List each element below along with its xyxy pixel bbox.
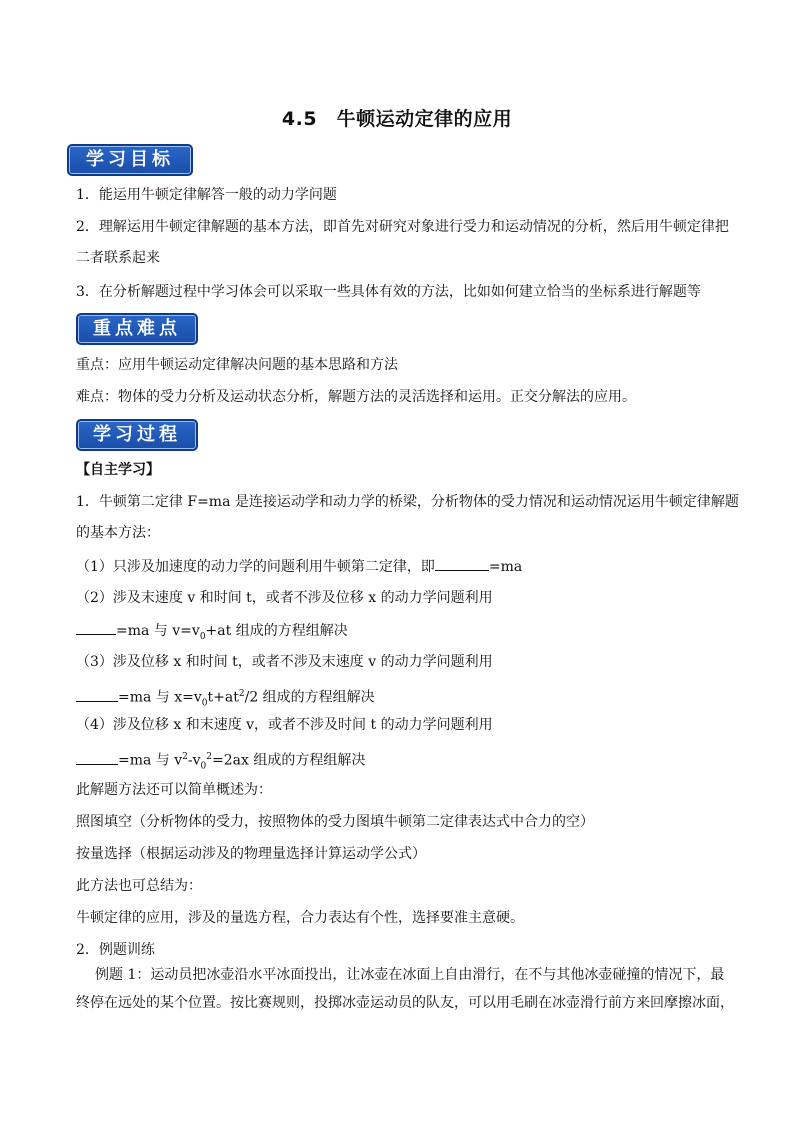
sub-item-1-tail: =ma <box>488 559 523 575</box>
sub-item-2-equation <box>76 621 724 646</box>
summary-4: 此方法也可总结为： <box>76 878 202 894</box>
summary-1: 此解题方法还可以简单概述为： <box>76 782 272 798</box>
sub-item-2: （2）涉及末速度 v 和时间 t，或者不涉及位移 x 的动力学问题利用 <box>76 590 493 606</box>
equation-text: -v <box>187 752 201 769</box>
item-1-line-1: 1．牛顿第二定律 F=ma 是连接运动学和动力学的桥梁，分析物体的受力情况和运动情况运用牛顿定律解题 <box>76 494 739 510</box>
summary-5: 牛顿定律的应用，涉及的量选方程，合力表达有个性，选择要准主意硬。 <box>76 910 524 926</box>
section-badge-key-points: 重点难点 <box>76 313 198 345</box>
equation-text: +at 组成的方程组解决 <box>205 623 348 639</box>
subscript: 0 <box>201 698 208 709</box>
summary-2: 照图填空（分析物体的受力，按照物体的受力图填牛顿第二定律表达式中合力的空） <box>76 814 594 830</box>
sub-item-3-equation <box>76 685 724 712</box>
equation-text: t+at <box>207 689 239 706</box>
sub-item-4: （4）涉及位移 x 和末速度 v，或者不涉及时间 t 的动力学问题利用 <box>76 717 493 733</box>
equation-text: =ma 与 v <box>118 752 183 769</box>
example-1-line-2: 终停在远处的某个位置。按比赛规则，投掷冰壶运动员的队友，可以用毛刷在冰壶滑行前方来回摩擦冰面， <box>76 995 734 1011</box>
sub-item-3: （3）涉及位移 x 和时间 t，或者不涉及末速度 v 的动力学问题利用 <box>76 654 493 670</box>
example-1-line-1: 例题 1：运动员把冰壶沿水平冰面投出，让冰壶在冰面上自由滑行，在不与其他冰壶碰撞的情况下，最 <box>95 967 725 983</box>
equation-text: =ma 与 x=v <box>118 689 202 706</box>
sub-item-1-text: （1）只涉及加速度的动力学的问题利用牛顿第二定律，即 <box>76 559 435 575</box>
key-point-difficulty: 难点：物体的受力分析及运动状态分析，解题方法的灵活选择和运用。正交分解法的应用。 <box>76 389 636 405</box>
sub-item-1 <box>76 557 724 576</box>
objective-1: 1．能运用牛顿定律解答一般的动力学问题 <box>76 187 337 203</box>
section-badge-process: 学习过程 <box>76 419 198 451</box>
page-title: 4.5 牛顿运动定律的应用 <box>281 108 513 130</box>
subscript: 0 <box>199 631 206 642</box>
equation-text: /2 组成的方程组解决 <box>244 689 375 706</box>
equation-text: =ma 与 v=v <box>116 623 200 639</box>
fill-blank[interactable] <box>76 751 118 765</box>
superscript: 2 <box>238 689 245 699</box>
objective-3: 3．在分析解题过程中学习体会可以采取一些具体有效的方法，比如如何建立恰当的坐标系进行解题等 <box>76 284 701 300</box>
key-point-focus: 重点：应用牛顿运动定律解决问题的基本思路和方法 <box>76 357 398 373</box>
objective-2: 2．理解运用牛顿定律解题的基本方法，即首先对研究对象进行受力和运动情况的分析，然后用牛顿定律把 <box>76 219 729 235</box>
fill-blank[interactable] <box>76 621 116 635</box>
equation-text: =2ax 组成的方程组解决 <box>212 752 366 769</box>
superscript: 2 <box>182 752 188 762</box>
summary-3: 按量选择（根据运动涉及的物理量选择计算运动学公式） <box>76 846 426 862</box>
section-badge-objectives: 学习目标 <box>67 144 193 176</box>
self-study-heading: 【自主学习】 <box>76 462 160 478</box>
sub-item-4-equation <box>76 748 724 775</box>
subscript: 0 <box>200 761 207 772</box>
objective-2-cont: 二者联系起来 <box>76 250 160 266</box>
fill-blank[interactable] <box>435 557 489 571</box>
superscript: 2 <box>206 752 213 762</box>
item-1-line-2: 的基本方法： <box>76 525 160 541</box>
item-2: 2．例题训练 <box>76 942 155 958</box>
fill-blank[interactable] <box>76 688 118 702</box>
